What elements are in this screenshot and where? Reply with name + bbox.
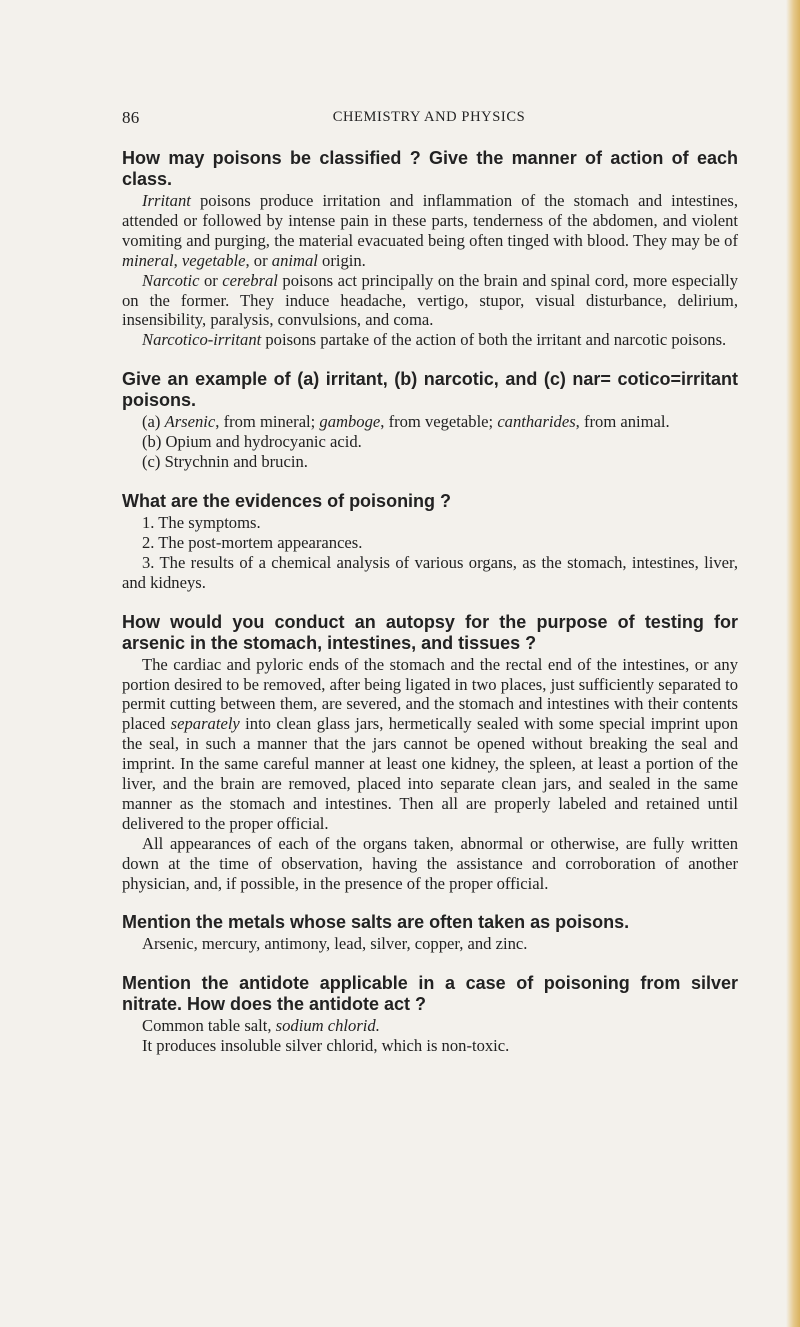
list-item: 1. The symptoms.	[142, 512, 261, 532]
list-item: 2. The post-mortem appearances.	[142, 532, 363, 552]
page-header	[122, 108, 736, 132]
answer-line: (c) Strychnin and brucin.	[142, 452, 308, 472]
section-metals	[122, 912, 738, 954]
question-heading: What are the evidences of poisoning ?	[122, 490, 452, 511]
section-examples	[122, 369, 738, 472]
question-heading: How would you conduct an autopsy for the purpose of testing for arsenic in the stomach, intestines, and tissues ?	[122, 611, 738, 653]
question-heading: Mention the metals whose salts are often taken as poisons.	[122, 912, 630, 933]
answer-paragraph: All appearances of each of the organs taken, abnormal or otherwise, are fully written down at the time of observation, having the assistance and corroboration of another physician, and, if possible, in the presence of the proper official.	[122, 833, 738, 893]
list-item: 3. The results of a chemical analysis of various organs, as the stomach, intestines, liver, and kidneys.	[122, 552, 738, 592]
section-antidote	[122, 973, 738, 1056]
answer-paragraph: Irritant poisons produce irritation and inflammation of the stomach and intestines, attended or followed by intense pain in these parts, tenderness of the abdomen, and violent vomiting and purging, the material evacuated being often tinged with blood. They may be of mineral, vegetable, or animal origin.	[122, 191, 738, 270]
answer-line: It produces insoluble silver chlorid, which is non-toxic.	[142, 1036, 510, 1056]
answer-paragraph: Narcotico-irritant poisons partake of the action of both the irritant and narcotic poisons.	[142, 330, 727, 350]
term-italic: Irritant	[142, 191, 191, 210]
answer-line: Arsenic, mercury, antimony, lead, silver, copper, and zinc.	[142, 934, 528, 954]
section-evidences	[122, 491, 738, 593]
answer-paragraph: The cardiac and pyloric ends of the stomach and the rectal end of the intestines, or any portion desired to be removed, after being ligated in two places, just sufficiently separated to permit cutting between them, are severed, and the stomach and intestines with their contents placed separately into clean glass jars, hermetically sealed with some special imprint upon the seal, in such a manner that the jars cannot be opened without breaking the seal and imprint. In the same careful manner at least one kidney, the spleen, at least a portion of the liver, and the brain are removed, placed into separate clean jars, and sealed in the same manner as the stomach and intestines. Then all are properly labeled and retained until delivered to the proper official.	[122, 654, 738, 833]
page-number: 86	[122, 108, 140, 127]
term-italic: Narcotic	[142, 270, 200, 290]
question-heading: Mention the antidote applicable in a case of poisoning from silver nitrate. How does the antidote act ?	[122, 973, 738, 1015]
page-edge-stain	[786, 0, 800, 1327]
question-heading: How may poisons be classified ? Give the manner of action of each class.	[122, 148, 738, 189]
page-body	[122, 148, 738, 1075]
running-title: CHEMISTRY AND PHYSICS	[332, 109, 526, 125]
answer-line: Common table salt, sodium chlorid.	[142, 1016, 380, 1036]
answer-line: (b) Opium and hydrocyanic acid.	[142, 432, 362, 452]
term-italic: Narcotico-irritant	[142, 330, 262, 350]
answer-line: (a) Arsenic, from mineral; gamboge, from vegetable; cantharides, from animal.	[142, 412, 670, 432]
section-autopsy	[122, 612, 738, 894]
answer-paragraph: Narcotic or cerebral poisons act principally on the brain and spinal cord, more especially on the former. They induce headache, vertigo, stupor, visual disturbance, delirium, insensibility, paralysis, convulsions, and coma.	[122, 270, 738, 330]
question-heading: Give an example of (a) irritant, (b) narcotic, and (c) nar= cotico=irritant poisons.	[122, 369, 738, 411]
section-classification	[122, 148, 738, 350]
